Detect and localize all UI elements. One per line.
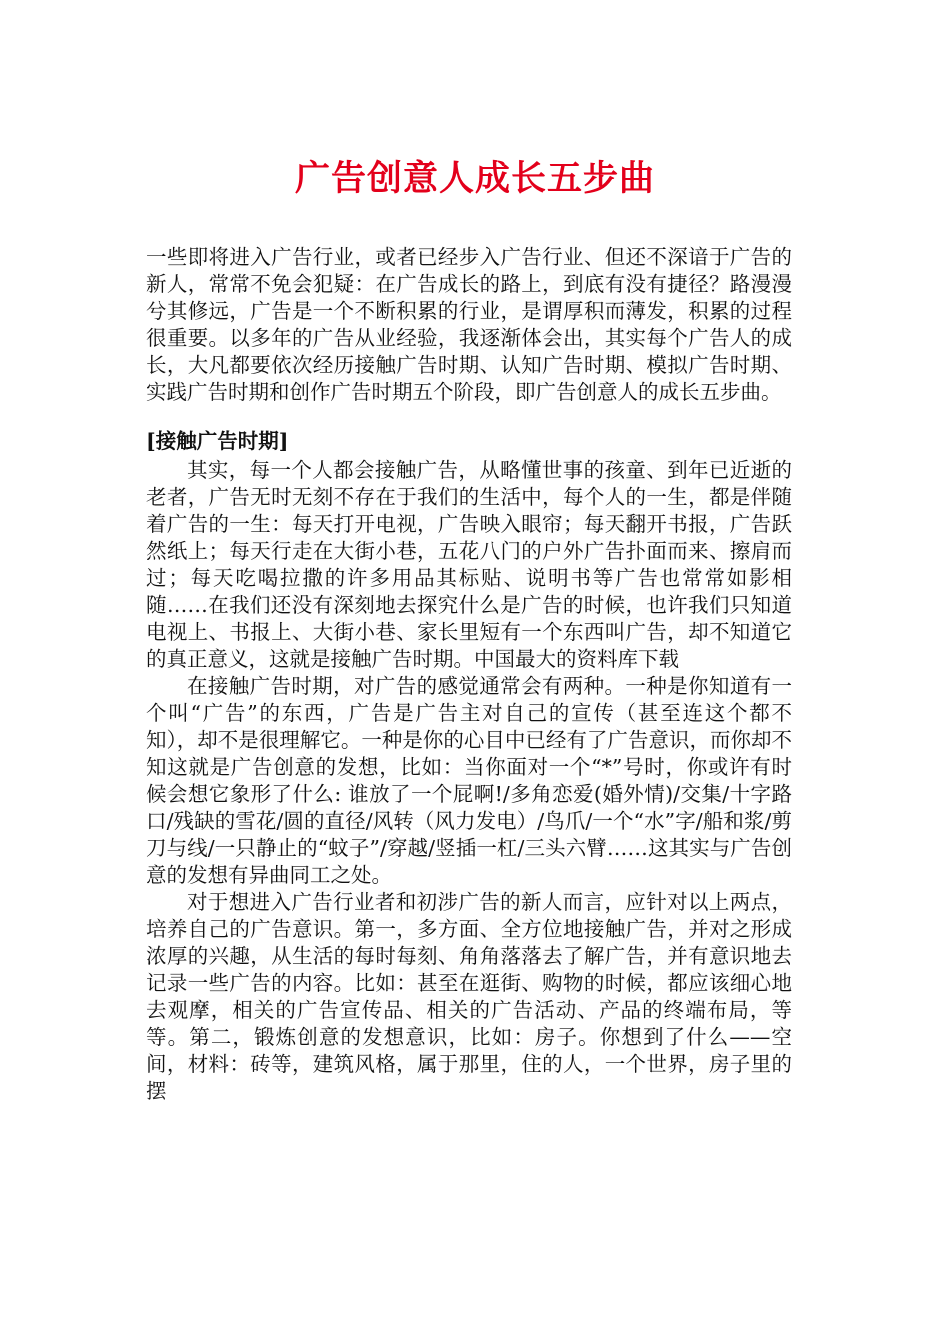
document-body xyxy=(146,244,792,1105)
section-heading: [接触广告时期] xyxy=(146,429,289,453)
body-paragraph: 其实，每一个人都会接触广告，从略懂世事的孩童、到年已近逝的老者，广告无时无刻不存在于我们的生活中，每个人的一生，都是伴随着广告的一生：每天打开电视，广告映入眼帘；每天翻开书报，广告跃然纸上；每天行走在大街小巷，五花八门的户外广告扑面而来、擦肩而过；每天吃喝拉撒的许多用品其标贴、说明书等广告也常常如影相随……在我们还没有深刻地去探究什么是广告的时候，也许我们只知道电视上、书报上、大街小巷、家长里短有一个东西叫广告，却不知道它的真正意义，这就是接触广告时期。中国最大的资料库下载 xyxy=(146,458,792,671)
body-paragraph: 对于想进入广告行业者和初涉广告的新人而言，应针对以上两点，培养自己的广告意识。第一，多方面、全方位地接触广告，并对之形成浓厚的兴趣，从生活的每时每刻、角角落落去了解广告，并有意识地去记录一些广告的内容。比如：甚至在逛街、购物的时候，都应该细心地去观摩，相关的广告宣传品、相关的广告活动、产品的终端布局，等等。第二，锻炼创意的发想意识，比如：房子。你想到了什么——空间，材料：砖等，建筑风格，属于那里，住的人，一个世界，房子里的摆 xyxy=(146,890,792,1103)
body-paragraph: 在接触广告时期，对广告的感觉通常会有两种。一种是你知道有一个叫“广告”的东西，广告是广告主对自己的宣传（甚至连这个都不知），却不是很理解它。一种是你的心目中已经有了广告意识，而你却不知这就是广告创意的发想，比如：当你面对一个“*”号时，你或许有时候会想它象形了什么: 谁放了一个屁啊!/多角恋爱(婚外情)/交集/十字路口/残缺的雪花/圆的直径/风转（风力发电）/鸟爪/一个“水”字/船和浆/剪刀与线/一只静止的“蚊子”/穿越/竖插一杠/三头六臂……这其实与广告创意的发想有异曲同工之处。 xyxy=(146,674,792,887)
intro-paragraph: 一些即将进入广告行业，或者已经步入广告行业、但还不深谙于广告的新人，常常不免会犯疑：在广告成长的路上，到底有没有捷径？路漫漫兮其修远，广告是一个不断积累的行业，是谓厚积而薄发，积累的过程很重要。以多年的广告从业经验，我逐渐体会出，其实每个广告人的成长，大凡都要依次经历接触广告时期、认知广告时期、模拟广告时期、实践广告时期和创作广告时期五个阶段，即广告创意人的成长五步曲。 xyxy=(146,245,792,404)
page-title: 广告创意人成长五步曲 xyxy=(294,158,655,199)
